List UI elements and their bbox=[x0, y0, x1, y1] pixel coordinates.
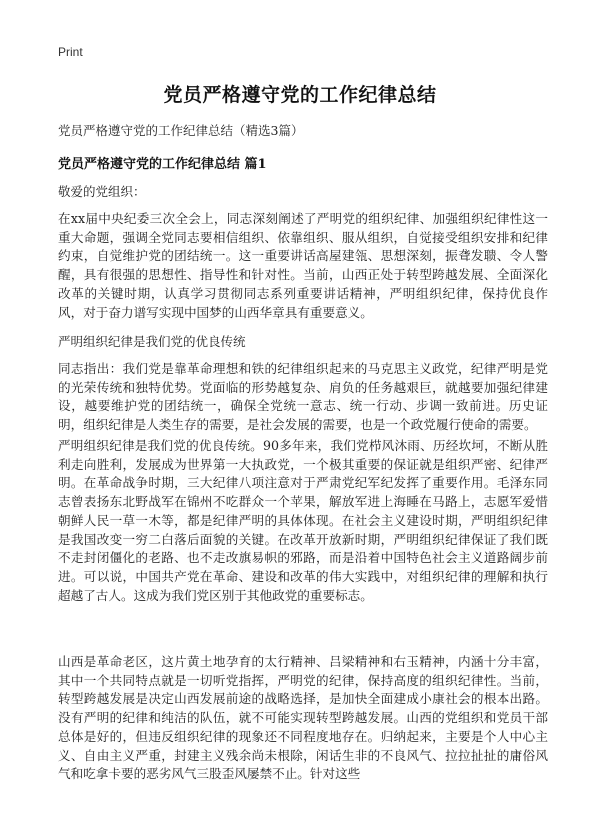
salutation: 敬爱的党组织： bbox=[58, 184, 146, 199]
print-link[interactable]: Print bbox=[58, 45, 83, 59]
body-paragraph-1: 在xx届中央纪委三次全会上，同志深刻阐述了严明党的组织纪律、加强组织纪律性这一重大命题，强调全党同志要相信组织、依靠组织、服从组织，自觉接受组织安排和纪律约束，自觉维护党的团结统一。这一重要讲话高屋建瓴、思想深刻，振聋发聩、令人警醒，具有很强的思想性、指导性和针对性。当前，山西正处于转型跨越发展、全面深化改革的关键时期，认真学习贯彻同志系列重要讲话精神，严明组织纪律，保持优良作风，对于奋力谱写实现中国梦的山西华章具有重要意义。 bbox=[58, 211, 548, 320]
section-heading: 党员严格遵守党的工作纪律总结 篇1 bbox=[58, 157, 267, 172]
document-subtitle: 党员严格遵守党的工作纪律总结（精选3篇） bbox=[58, 123, 304, 138]
body-paragraph-3: 严明组织纪律是我们党的优良传统。90多年来，我们党栉风沐雨、历经坎坷，不断从胜利走向胜利，发展成为世界第一大执政党，一个极其重要的保证就是组织严密、纪律严明。在革命战争时期，三大纪律八项注意对于严肃党纪军纪发挥了重要作用。毛泽东同志曾表扬东北野战军在锦州不吃群众一个苹果，解放军进上海睡在马路上，志愿军爱惜朝鲜人民一草一木等，都是纪律严明的具体体现。在社会主义建设时期，严明组织纪律是我国改变一穷二白落后面貌的关键。在改革开放新时期，严明组织纪律保证了我们既不走封闭僵化的老路、也不走改旗易帜的邪路，而是沿着中国特色社会主义道路阔步前进。可以说，中国共产党在革命、建设和改革的伟大实践中，对组织纪律的理解和执行超越了古人。这成为我们党区别于其他政党的重要标志。 bbox=[58, 438, 548, 603]
body-paragraph-2: 同志指出：我们党是靠革命理想和铁的纪律组织起来的马克思主义政党，纪律严明是党的光荣传统和独特优势。党面临的形势越复杂、肩负的任务越艰巨，就越要加强纪律建设，越要维护党的团结统一，确保全党统一意志、统一行动、步调一致前进。历史证明，组织纪律是人类生存的需要，是社会发展的需要，也是一个政党履行使命的需要。 bbox=[58, 361, 548, 433]
body-paragraph-4: 山西是革命老区，这片黄土地孕育的太行精神、吕梁精神和右玉精神，内涵十分丰富，其中一个共同特点就是一切听党指挥，严明党的纪律，保持高度的组织纪律性。当前，转型跨越发展是决定山西发展前途的战略选择，是加快全面建成小康社会的根本出路。没有严明的纪律和纯洁的队伍，就不可能实现转型跨越发展。山西的党组织和党员干部总体是好的，但违反组织纪律的现象还不同程度地存在。归纳起来，主要是个人中心主义、自由主义严重，封建主义残余尚未根除，闲话生非的不良风气、拉拉扯扯的庸俗风气和吃拿卡要的恶劣风气三股歪风屡禁不止。针对这些 bbox=[58, 654, 548, 782]
sub-heading: 严明组织纪律是我们党的优良传统 bbox=[58, 334, 246, 349]
page-title: 党员严格遵守党的工作纪律总结 bbox=[163, 84, 437, 106]
